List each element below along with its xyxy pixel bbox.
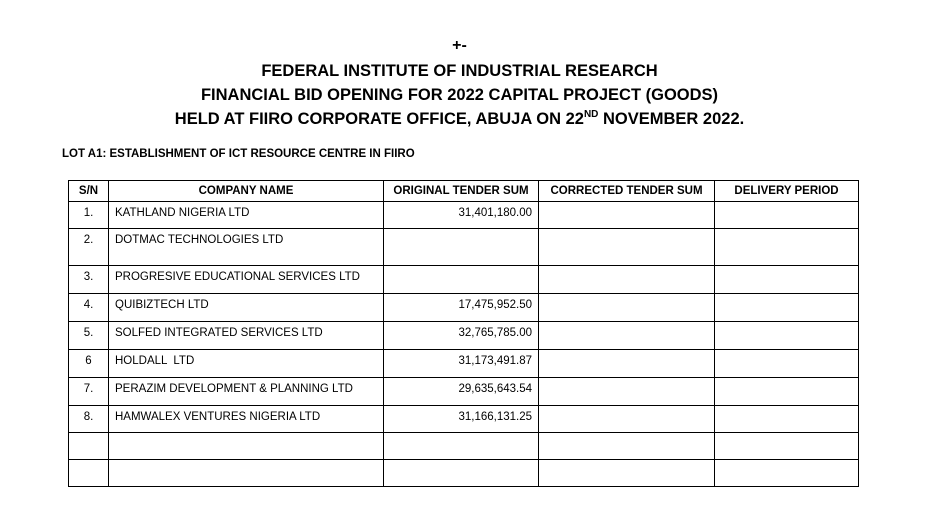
column-header-original-sum: ORIGINAL TENDER SUM <box>384 181 539 202</box>
cell-company <box>109 433 384 460</box>
cell-sn: 5. <box>69 322 109 350</box>
table-row <box>69 229 859 266</box>
cell-delivery-period <box>715 294 859 322</box>
cell-delivery-period <box>715 460 859 487</box>
cell-delivery-period <box>715 202 859 229</box>
cell-sn <box>69 433 109 460</box>
cell-delivery-period <box>715 378 859 406</box>
cell-original-sum: 17,475,952.50 <box>384 294 539 322</box>
cell-original-sum <box>384 266 539 294</box>
institute-title: FEDERAL INSTITUTE OF INDUSTRIAL RESEARCH <box>261 62 658 80</box>
cell-company: DOTMAC TECHNOLOGIES LTD <box>109 229 384 266</box>
column-header-sn: S/N <box>69 181 109 202</box>
cell-corrected-sum <box>539 350 715 378</box>
cell-sn <box>69 460 109 487</box>
cell-company: PERAZIM DEVELOPMENT & PLANNING LTD <box>109 378 384 406</box>
cell-sn: 4. <box>69 294 109 322</box>
cell-delivery-period <box>715 322 859 350</box>
cell-delivery-period <box>715 406 859 433</box>
cell-company: KATHLAND NIGERIA LTD <box>109 202 384 229</box>
cell-corrected-sum <box>539 266 715 294</box>
cell-corrected-sum <box>539 294 715 322</box>
column-header-corrected-sum: CORRECTED TENDER SUM <box>539 181 715 202</box>
header-mark: +- <box>452 37 467 54</box>
cell-original-sum <box>384 229 539 266</box>
cell-original-sum: 29,635,643.54 <box>384 378 539 406</box>
cell-original-sum: 31,401,180.00 <box>384 202 539 229</box>
table-row <box>69 266 859 294</box>
cell-sn: 6 <box>69 350 109 378</box>
table-row <box>69 350 859 378</box>
cell-original-sum <box>384 433 539 460</box>
table-row <box>69 202 859 229</box>
cell-corrected-sum <box>539 460 715 487</box>
cell-company: SOLFED INTEGRATED SERVICES LTD <box>109 322 384 350</box>
column-header-delivery-period: DELIVERY PERIOD <box>715 181 859 202</box>
date-ordinal-suffix: ND <box>583 109 599 120</box>
table-row <box>69 460 859 487</box>
cell-sn: 1. <box>69 202 109 229</box>
cell-delivery-period <box>715 229 859 266</box>
table-row <box>69 378 859 406</box>
cell-corrected-sum <box>539 406 715 433</box>
column-header-company: COMPANY NAME <box>109 181 384 202</box>
bid-table <box>68 180 859 487</box>
table-row <box>69 294 859 322</box>
cell-original-sum: 31,166,131.25 <box>384 406 539 433</box>
cell-sn: 7. <box>69 378 109 406</box>
lot-title: LOT A1: ESTABLISHMENT OF ICT RESOURCE CENTRE IN FIIRO <box>62 148 415 160</box>
cell-corrected-sum <box>539 229 715 266</box>
table-row <box>69 433 859 460</box>
table-header-row <box>69 181 859 202</box>
cell-original-sum <box>384 460 539 487</box>
cell-corrected-sum <box>539 322 715 350</box>
venue-date-line <box>0 107 919 131</box>
event-title: FINANCIAL BID OPENING FOR 2022 CAPITAL PROJECT (GOODS) <box>200 86 719 104</box>
cell-company <box>109 460 384 487</box>
cell-delivery-period <box>715 433 859 460</box>
venue-prefix: HELD AT FIIRO CORPORATE OFFICE, ABUJA ON 22 <box>174 110 584 128</box>
cell-corrected-sum <box>539 378 715 406</box>
cell-delivery-period <box>715 266 859 294</box>
table-row <box>69 406 859 433</box>
cell-company: PROGRESIVE EDUCATIONAL SERVICES LTD <box>109 266 384 294</box>
cell-delivery-period <box>715 350 859 378</box>
cell-original-sum: 32,765,785.00 <box>384 322 539 350</box>
cell-sn: 8. <box>69 406 109 433</box>
cell-company: HAMWALEX VENTURES NIGERIA LTD <box>109 406 384 433</box>
cell-original-sum: 31,173,491.87 <box>384 350 539 378</box>
cell-corrected-sum <box>539 202 715 229</box>
cell-sn: 2. <box>69 229 109 266</box>
cell-corrected-sum <box>539 433 715 460</box>
cell-company: QUIBIZTECH LTD <box>109 294 384 322</box>
cell-company: HOLDALL LTD <box>109 350 384 378</box>
venue-suffix: NOVEMBER 2022. <box>598 110 745 128</box>
table-row <box>69 322 859 350</box>
cell-sn: 3. <box>69 266 109 294</box>
